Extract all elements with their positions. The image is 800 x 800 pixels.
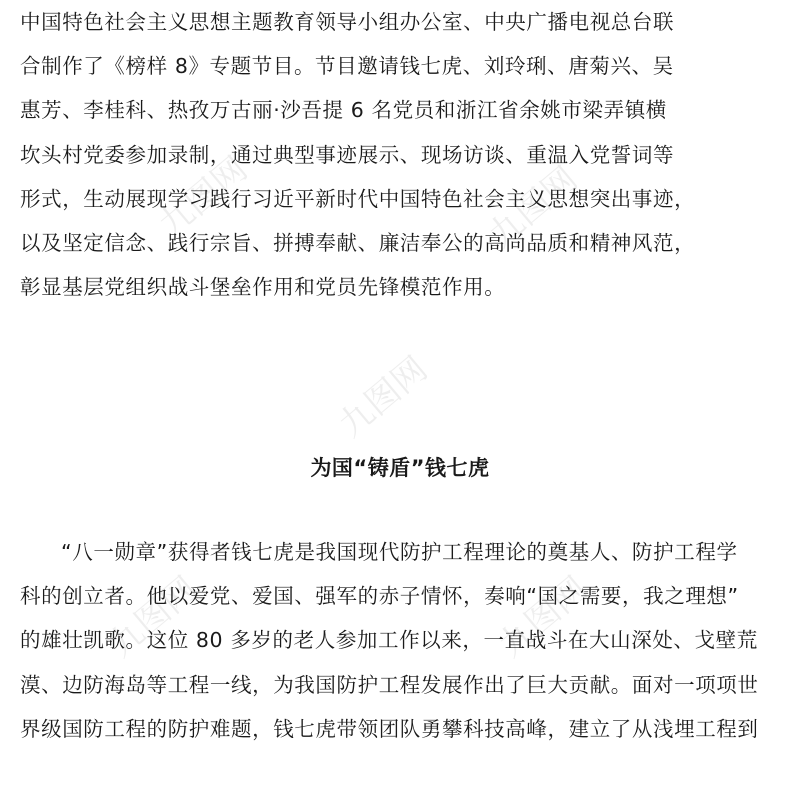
watermark: 九图网 (101, 569, 206, 666)
paragraph-line: 科的创立者。他以爱党、爱国、强军的赤子情怀，奏响“国之需要，我之理想” (20, 584, 739, 609)
paragraph-line: 界级国防工程的防护难题，钱七虎带领团队勇攀科技高峰，建立了从浅埋工程到 (20, 716, 759, 741)
watermark: 九图网 (331, 349, 436, 446)
paragraph-line: 形式，生动展现学习践行习近平新时代中国特色社会主义思想突出事迹， (20, 186, 696, 211)
paragraph-line: 以及坚定信念、践行宗旨、拼搏奉献、廉洁奉公的高尚品质和精神风范， (20, 231, 696, 256)
section-paragraph (20, 530, 780, 751)
paragraph-line: 中国特色社会主义思想主题教育领导小组办公室、中央广播电视总台联 (20, 10, 675, 34)
paragraph-line: 坎头村党委参加录制，通过典型事迹展示、现场访谈、重温入党誓词等 (20, 142, 675, 167)
paragraph-line: 彰显基层党组织战斗堡垒作用和党员先锋模范作用。 (20, 275, 506, 300)
watermark: 九图网 (481, 159, 586, 256)
paragraph-line: 合制作了《榜样 8》专题节目。节目邀请钱七虎、刘玲琍、唐菊兴、吴 (20, 54, 674, 79)
intro-paragraph (20, 0, 780, 309)
paragraph-line: 惠芳、李桂科、热孜万古丽·沙吾提 6 名党员和浙江省余姚市梁弄镇横 (20, 98, 667, 123)
watermark: 九图网 (151, 149, 256, 246)
section-heading: 为国“铸盾”钱七虎 (310, 456, 490, 480)
paragraph-line: “八一勋章”获得者钱七虎是我国现代防护工程理论的奠基人、防护工程学 (61, 540, 738, 564)
paragraph-line: 的雄壮凯歌。这位 80 多岁的老人参加工作以来，一直战斗在大山深处、戈壁荒 (20, 628, 758, 653)
paragraph-line: 漠、边防海岛等工程一线，为我国防护工程发展作出了巨大贡献。面对一项项世 (20, 672, 759, 697)
watermark: 九图网 (491, 569, 596, 666)
